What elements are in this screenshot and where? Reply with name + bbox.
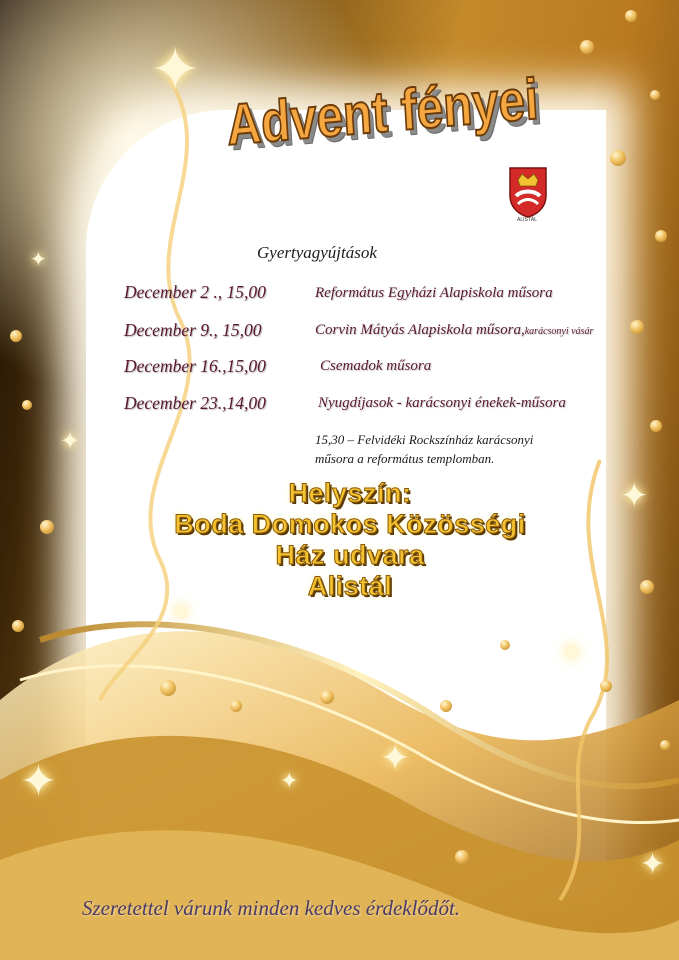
gold-bokeh-dot	[650, 90, 660, 100]
event-description-note: karácsonyi vásár	[524, 326, 594, 337]
event-date: December 2 ., 15,00	[124, 282, 266, 302]
gold-bokeh-dot	[22, 400, 32, 410]
event-description-main: Corvin Mátyás Alapiskola műsora,	[315, 322, 525, 338]
gold-bokeh-dot	[655, 230, 667, 242]
footer-invitation: Szeretettel várunk minden kedves érdeklődőt.	[82, 896, 461, 920]
event-description: Csemadok műsora	[320, 358, 432, 374]
extra-event	[315, 430, 615, 468]
event-date: December 16.,15,00	[124, 356, 266, 376]
event-description: Református Egyházi Alapiskola műsora	[315, 285, 553, 301]
gold-bokeh-dot	[610, 150, 626, 166]
gold-bokeh-dot	[660, 740, 670, 750]
star-sparkle-icon: ✦	[150, 37, 201, 103]
gold-bokeh-dot	[160, 680, 176, 696]
extra-event-line: 15,30 – Felvidéki Rockszínház karácsonyi	[315, 432, 534, 447]
location-label: Helyszín:	[288, 478, 412, 508]
star-sparkle-icon: ✦	[60, 429, 81, 455]
gold-bokeh-dot	[640, 580, 654, 594]
star-sparkle-icon: ✦	[380, 738, 411, 778]
gold-bokeh-dot	[455, 850, 469, 864]
section-heading: Gyertyagyújtások	[257, 243, 377, 262]
location-venue: Boda Domokos Közösségi	[174, 509, 526, 539]
event-description: Nyugdíjasok - karácsonyi énekek-műsora	[318, 395, 566, 411]
gold-bokeh-dot	[580, 40, 594, 54]
gold-bokeh-dot	[630, 320, 644, 334]
star-sparkle-icon: ✦	[620, 478, 649, 515]
star-sparkle-icon: ✦	[640, 848, 666, 881]
location-venue-area: Ház udvara	[275, 540, 425, 570]
star-sparkle-icon: ✦	[30, 249, 47, 271]
gold-bokeh-dot	[625, 10, 637, 22]
star-sparkle-icon: ✦	[20, 757, 57, 806]
event-date: December 23.,14,00	[124, 393, 266, 413]
star-sparkle-icon: ✦	[170, 598, 192, 627]
gold-bokeh-dot	[12, 620, 24, 632]
star-sparkle-icon: ✦	[280, 768, 299, 793]
gold-bokeh-dot	[600, 680, 612, 692]
gold-bokeh-dot	[500, 640, 510, 650]
extra-event-line: műsora a református templomban.	[315, 451, 495, 466]
gold-bokeh-dot	[10, 330, 22, 342]
event-date: December 9., 15,00	[124, 320, 262, 340]
gold-bokeh-dot	[230, 700, 242, 712]
gold-bokeh-dot	[320, 690, 334, 704]
location-town: Alistál	[307, 571, 393, 601]
crest-icon	[508, 166, 548, 218]
event-description	[315, 322, 593, 339]
star-sparkle-icon: ✦	[560, 638, 584, 669]
poster-title: Advent fényei	[225, 66, 540, 158]
gold-bokeh-dot	[440, 700, 452, 712]
crest-label: ALISTÁL	[516, 217, 537, 223]
gold-bokeh-dot	[40, 520, 54, 534]
gold-bokeh-dot	[650, 420, 662, 432]
